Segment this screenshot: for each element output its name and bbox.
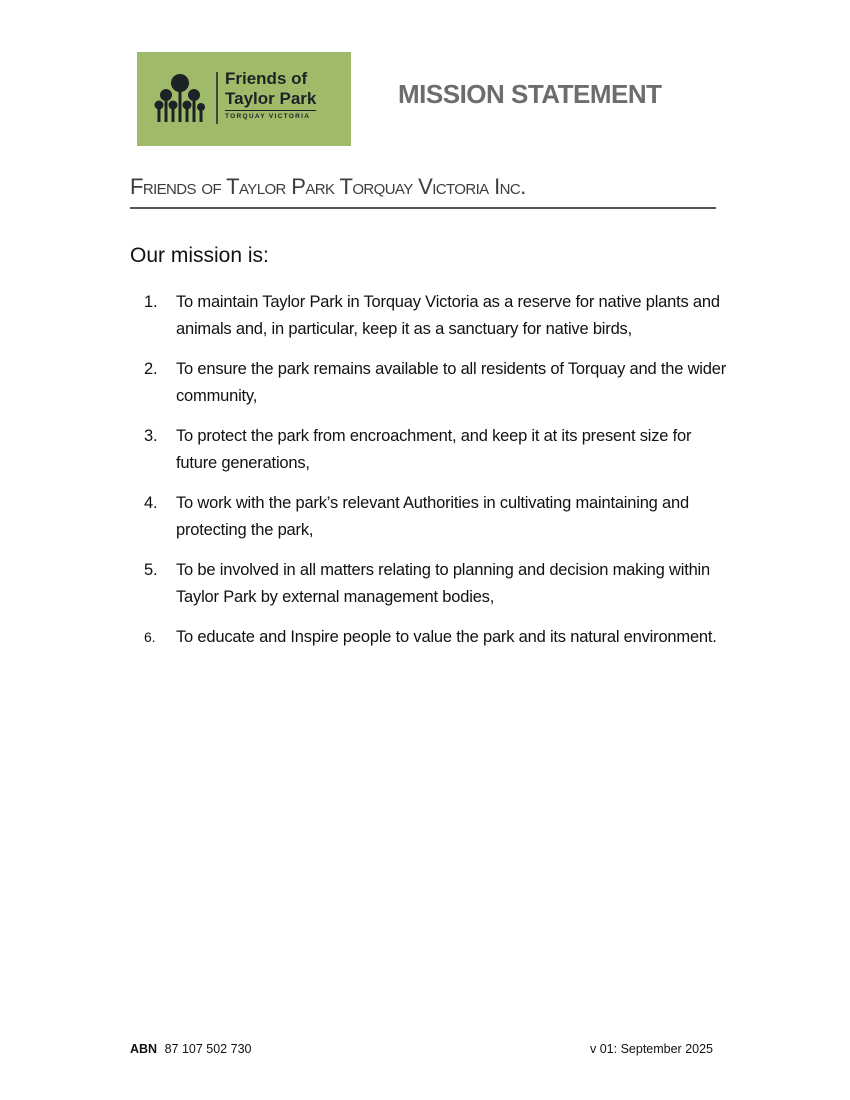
- page-title: MISSION STATEMENT: [398, 79, 662, 109]
- list-item: [130, 490, 730, 543]
- list-item: [130, 289, 730, 342]
- mission-list: [130, 289, 730, 665]
- item-text: To educate and Inspire people to value the park and its natural environment.: [176, 628, 717, 646]
- footer-abn: [130, 1042, 251, 1056]
- item-text: To work with the park’s relevant Authorities in cultivating maintaining and protecting the park,: [176, 494, 689, 539]
- list-item: [130, 356, 730, 409]
- logo-subtitle: TORQUAY VICTORIA: [225, 113, 311, 120]
- logo-line2: Taylor Park: [225, 89, 316, 111]
- intro-text: Our mission is:: [130, 244, 269, 267]
- organization-heading: Friends of Taylor Park Torquay Victoria Inc.: [130, 173, 716, 209]
- list-item: [130, 624, 730, 651]
- item-number: 3.: [144, 427, 158, 445]
- item-text: To protect the park from encroachment, and keep it at its present size for future generations,: [176, 427, 692, 472]
- item-number: 5.: [144, 561, 158, 579]
- logo-line1: Friends of: [225, 69, 308, 88]
- item-text: To ensure the park remains available to all residents of Torquay and the wider community,: [176, 360, 727, 405]
- item-text: To maintain Taylor Park in Torquay Victoria as a reserve for native plants and animals and, in particular, keep it as a sanctuary for native birds,: [176, 293, 720, 338]
- item-number: 4.: [144, 494, 158, 512]
- logo: [137, 52, 351, 146]
- list-item: [130, 557, 730, 610]
- footer-version: v 01: September 2025: [590, 1042, 713, 1056]
- item-number: 2.: [144, 360, 158, 378]
- abn-value: 87 107 502 730: [164, 1042, 252, 1056]
- item-text: To be involved in all matters relating to planning and decision making within Taylor Park by external management bodies,: [176, 561, 710, 606]
- list-item: [130, 423, 730, 476]
- item-number: 1.: [144, 293, 158, 311]
- item-number: 6.: [144, 629, 156, 645]
- abn-label: ABN: [130, 1042, 158, 1056]
